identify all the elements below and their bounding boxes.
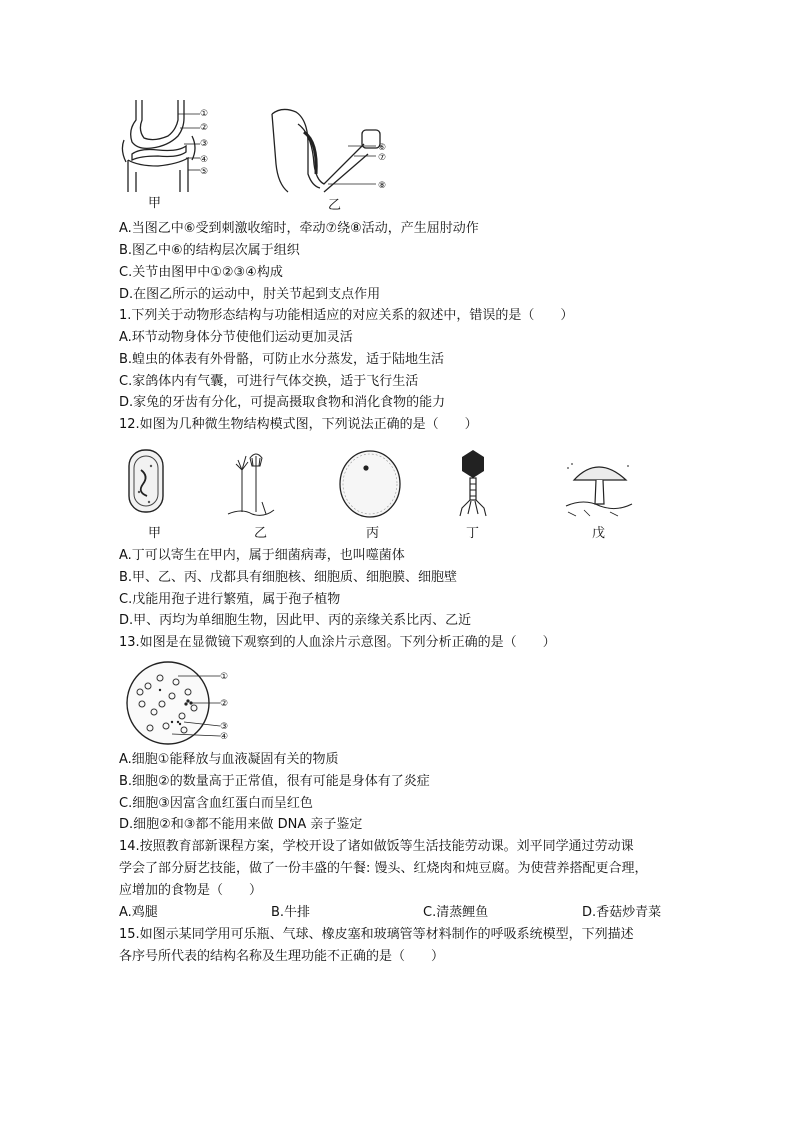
mold-figure bbox=[222, 450, 278, 520]
arm-marker: ⑦ bbox=[378, 153, 387, 163]
q11-option-b: B.蝗虫的体表有外骨骼，可防止水分蒸发，适于陆地生活 bbox=[119, 352, 445, 367]
q11-option-c: C.家鸽体内有气囊，可进行气体交换，适于飞行生活 bbox=[119, 374, 419, 389]
q10-option-b: B.图乙中⑥的结构层次属于组织 bbox=[119, 243, 300, 258]
q13-option-d: D.细胞②和③都不能用来做 DNA 亲子鉴定 bbox=[119, 817, 363, 832]
q15-stem-line: 各序号所代表的结构名称及生理功能不正确的是（ ） bbox=[119, 949, 445, 964]
q13-option-a: A.细胞①能释放与血液凝固有关的物质 bbox=[119, 752, 339, 767]
q14-option-a: A.鸡腿 bbox=[119, 905, 158, 920]
q10-option-c: C.关节由图甲中①②③④构成 bbox=[119, 265, 283, 280]
q14-option-b: B.牛排 bbox=[271, 905, 311, 920]
figure-label-jia: 甲 bbox=[148, 196, 162, 211]
blood-marker: ③ bbox=[220, 722, 229, 732]
blood-marker: ② bbox=[220, 699, 229, 709]
phage-drawing bbox=[456, 448, 490, 520]
mushroom-drawing bbox=[564, 454, 634, 518]
q11-stem: 1.下列关于动物形态结构与功能相适应的对应关系的叙述中，错误的是（ ） bbox=[119, 308, 574, 323]
microbe-label-ding: 丁 bbox=[466, 526, 480, 541]
q15-stem-line: 15.如图示某同学用可乐瓶、气球、橡皮塞和玻璃管等材料制作的呼吸系统模型，下列描述 bbox=[119, 927, 634, 942]
arm-drawing bbox=[268, 104, 388, 196]
q12-option-b: B.甲、乙、丙、戊都具有细胞核、细胞质、细胞膜、细胞壁 bbox=[119, 570, 458, 585]
q14-option-c: C.清蒸鲤鱼 bbox=[423, 905, 489, 920]
microbe-label-wu: 戊 bbox=[592, 526, 606, 541]
microbe-label-bing: 丙 bbox=[366, 526, 380, 541]
q11-option-a: A.环节动物身体分节使他们运动更加灵活 bbox=[119, 330, 353, 345]
figure-label-yi: 乙 bbox=[328, 198, 342, 213]
q12-option-d: D.甲、丙均为单细胞生物，因此甲、丙的亲缘关系比丙、乙近 bbox=[119, 613, 472, 628]
q10-option-d: D.在图乙所示的运动中，肘关节起到支点作用 bbox=[119, 287, 381, 302]
q13-option-c: C.细胞③因富含血红蛋白而呈红色 bbox=[119, 796, 313, 811]
mushroom-figure bbox=[564, 454, 634, 518]
q13-stem: 13.如图是在显微镜下观察到的人血涂片示意图。下列分析正确的是（ ） bbox=[119, 635, 556, 650]
bacterium-figure bbox=[123, 446, 169, 518]
microbe-label-yi: 乙 bbox=[254, 526, 268, 541]
mold-drawing bbox=[222, 450, 278, 520]
arm-marker: ⑥ bbox=[378, 143, 387, 153]
q11-option-d: D.家兔的牙齿有分化，可提高摄取食物和消化食物的能力 bbox=[119, 395, 446, 410]
joint-marker: ① bbox=[200, 109, 209, 119]
joint-marker: ③ bbox=[200, 139, 209, 149]
q12-option-a: A.丁可以寄生在甲内，属于细菌病毒，也叫噬菌体 bbox=[119, 548, 405, 563]
q14-stem-line: 学会了部分厨艺技能，做了一份丰盛的午餐: 馒头、红烧肉和炖豆腐。为使营养搭配更合理， bbox=[119, 861, 648, 876]
joint-marker: ⑤ bbox=[200, 167, 209, 177]
q12-stem: 12.如图为几种微生物结构模式图，下列说法正确的是（ ） bbox=[119, 417, 478, 432]
q13-option-b: B.细胞②的数量高于正常值，很有可能是身体有了炎症 bbox=[119, 774, 430, 789]
blood-marker: ① bbox=[220, 672, 229, 682]
arm-diagram bbox=[268, 104, 388, 196]
q14-stem-line: 应增加的食物是（ ） bbox=[119, 883, 263, 898]
q10-option-a: A.当图乙中⑥受到刺激收缩时，牵动⑦绕⑧活动，产生屈肘动作 bbox=[119, 221, 479, 236]
arm-marker: ⑧ bbox=[378, 181, 387, 191]
blood-marker: ④ bbox=[220, 732, 229, 742]
q14-stem-line: 14.按照教育部新课程方案，学校开设了诸如做饭等生活技能劳动课。刘平同学通过劳动课 bbox=[119, 839, 634, 854]
joint-marker: ② bbox=[200, 123, 209, 133]
bacterium-drawing bbox=[123, 446, 169, 518]
yeast-figure bbox=[336, 448, 404, 520]
phage-figure bbox=[456, 448, 490, 520]
microbe-label-jia: 甲 bbox=[148, 526, 162, 541]
q14-option-d: D.香菇炒青菜 bbox=[582, 905, 662, 920]
q12-option-c: C.戊能用孢子进行繁殖，属于孢子植物 bbox=[119, 592, 341, 607]
yeast-drawing bbox=[336, 448, 404, 520]
joint-marker: ④ bbox=[200, 155, 209, 165]
